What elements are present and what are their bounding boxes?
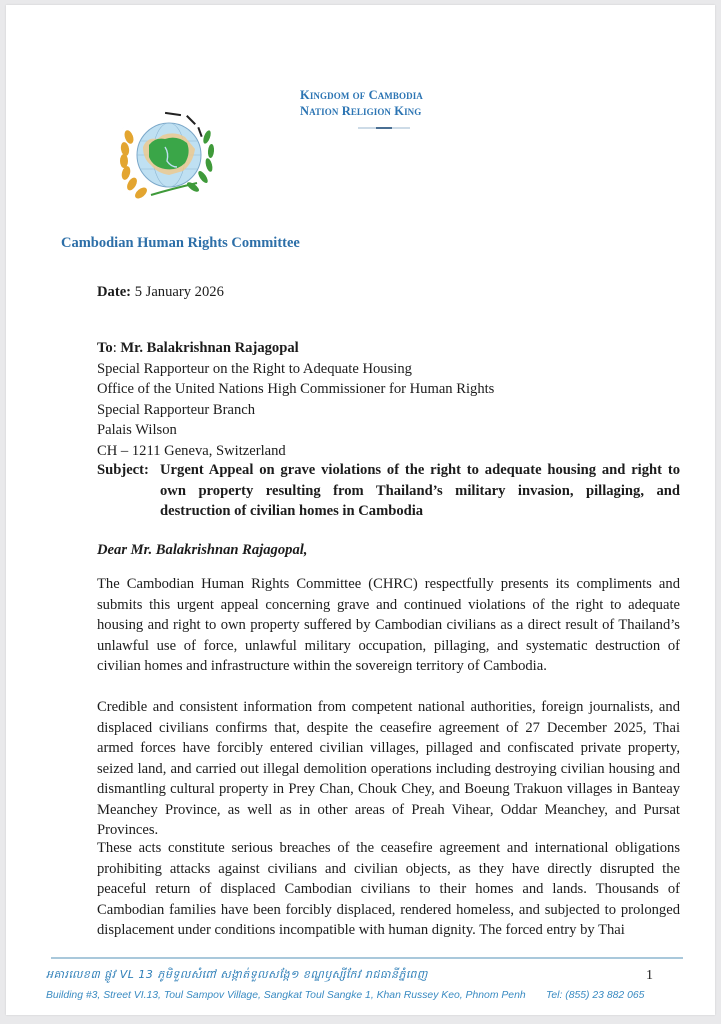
recipient-line: To: Mr. Balakrishnan Rajagopal (97, 340, 299, 356)
page-number: 1 (646, 968, 653, 983)
salutation: Dear Mr. Balakrishnan Rajagopal, (97, 542, 308, 558)
recipient-block (97, 338, 494, 461)
address-line: Special Rapporteur on the Right to Adequate Housing (97, 360, 412, 377)
organization-name: Cambodian Human Rights Committee (61, 235, 300, 251)
date-value: 5 January 2026 (134, 284, 224, 300)
subject-block (97, 460, 680, 522)
document-page (6, 5, 715, 1015)
recipient-name: Mr. Balakrishnan Rajagopal (120, 340, 299, 356)
subject-text: Urgent Appeal on grave violations of the right to adequate housing and right to own property resulting from Thailand’s military invasion, pillaging, and destruction of civilian homes in Cambodia (160, 462, 680, 519)
body-paragraph: The Cambodian Human Rights Committee (CHRC) respectfully presents its compliments and submits this urgent appeal concerning grave and continued violations of the right to adequate housing and right to own property suffered by Cambodian civilians as a direct result of Thailand’s unlawful use of force, unlawful military occupation, pillaging, and systematic destruction of civilian homes and infrastructure within the sovereign territory of Cambodia. (97, 576, 680, 674)
address-line: CH – 1211 Geneva, Switzerland (97, 442, 286, 459)
address-line: Special Rapporteur Branch (97, 401, 256, 418)
body-paragraph: These acts constitute serious breaches of the ceasefire agreement and international obligations prohibiting attacks against civilians and civilian objects, as they have directly disrupted the peaceful return of displaced Cambodian civilians to their homes and lands. Thousands of Cambodian families have been forcibly displaced, rendered homeless, and subjected to prolonged displacement under conditions incompatible with human dignity. The forced entry by Thai (97, 840, 680, 938)
body-paragraph: Credible and consistent information from competent national authorities, foreign journalists, and displaced civilians confirms that, despite the ceasefire agreement of 27 December 2025, Thai armed forces have forcibly entered civilian villages, pillaged and confiscated private property, seized land, and carried out illegal demolition operations including destroying civilian housing and dismantling cultural property in Prey Chan, Chouk Chey, and Boeung Trakuon villages in Banteay Meanchey Province, as well as in other areas of Preah Vihear, Oddar Meanchey, and Pursat Provinces. (97, 699, 680, 838)
footer-divider (51, 957, 683, 959)
letter-date (97, 282, 224, 303)
motto-line: Nation Religion King (300, 104, 422, 118)
footer-khmer-address: អគារលេខ៣ ផ្លូវ VL 13 ភូមិទួលសំពៅ សង្កាត់ទួលសង្កែ១ ខណ្ឌឫស្សីកែវ រាជធានីភ្នំពេញ (46, 968, 428, 981)
address-line: Office of the United Nations High Commissioner for Human Rights (97, 381, 495, 397)
date-label: Date: (97, 284, 132, 300)
address-line: Palais Wilson (97, 422, 177, 438)
footer-telephone: Tel: (855) 23 882 065 (546, 990, 645, 1001)
to-label: To (97, 340, 113, 356)
chrc-logo-icon (107, 97, 227, 217)
subject-label: Subject: (97, 462, 149, 478)
divider-ornament-icon (358, 127, 410, 129)
footer-address: Building #3, Street VI.13, Toul Sampov Village, Sangkat Toul Sangke 1, Khan Russey Keo, Phnom Penh (46, 990, 526, 1001)
kingdom-line: Kingdom of Cambodia (300, 88, 423, 102)
kingdom-header (300, 87, 423, 119)
